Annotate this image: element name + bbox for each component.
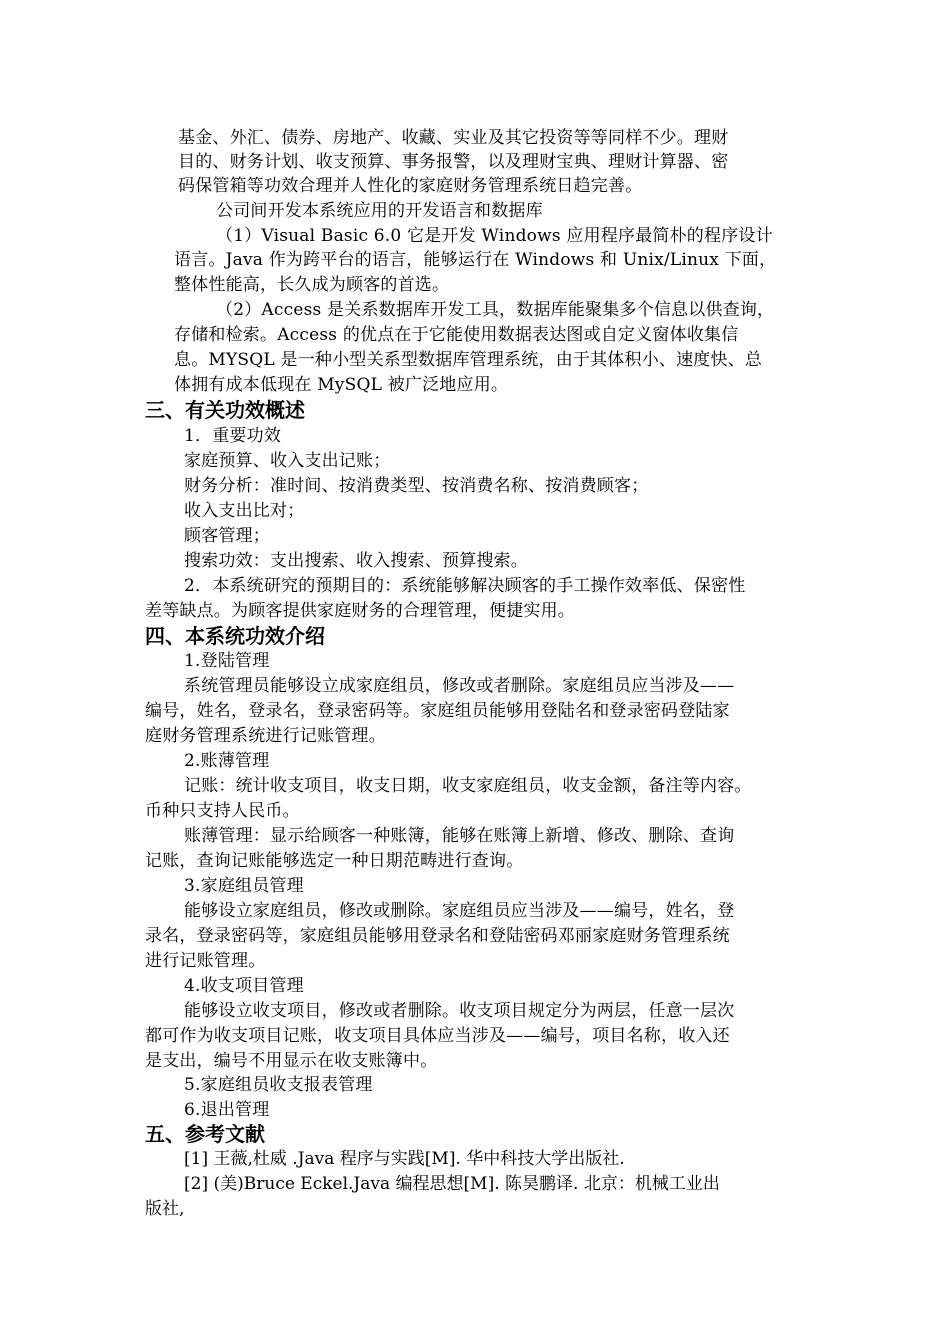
section4-sub1-line3: 庭财务管理系统进行记账管理。 <box>145 726 386 746</box>
intro-p1-line1: 基金、外汇、债券、房地产、收藏、实业及其它投资等等同样不少。理财 <box>178 128 729 148</box>
section4-sub4-line1: 能够设立收支项目，修改或者删除。收支项目规定分为两层，任意一层次 <box>184 1001 735 1021</box>
intro-p2: 公司间开发本系统应用的开发语言和数据库 <box>216 201 543 221</box>
section3-item1: 1．重要功效 <box>184 426 282 446</box>
reference-1: [1] 王薇,杜威 .Java 程序与实践[M]. 华中科技大学出版社. <box>184 1149 625 1169</box>
section4-sub2a-line2: 币种只支持人民币。 <box>145 801 300 821</box>
section4-sub6-title: 6.退出管理 <box>184 1100 270 1120</box>
section4-sub5-title: 5.家庭组员收支报表管理 <box>184 1075 373 1095</box>
section4-sub2b-line1: 账薄管理：显示给顾客一种账簿，能够在账簿上新增、修改、删除、查询 <box>184 826 735 846</box>
section3-item2-line2: 差等缺点。为顾客提供家庭财务的合理管理，便捷实用。 <box>145 601 575 621</box>
section4-sub1-line2: 编号，姓名，登录名，登录密码等。家庭组员能够用登陆名和登录密码登陆家 <box>145 701 730 721</box>
section3-feature5: 搜索功效：支出搜索、收入搜索、预算搜索。 <box>184 551 528 571</box>
intro-p4-line4: 体拥有成本低现在 MySQL 被广泛地应用。 <box>174 375 509 395</box>
intro-p4-line3: 息。MYSQL 是一种小型关系型数据库管理系统，由于其体积小、速度快、总 <box>174 350 763 370</box>
section4-sub4-line3: 是支出，编号不用显示在收支账簿中。 <box>145 1051 438 1071</box>
section4-sub3-line1: 能够设立家庭组员，修改或删除。家庭组员应当涉及——编号，姓名，登 <box>184 901 735 921</box>
section4-sub2b-line2: 记账，查询记账能够选定一种日期范畴进行查询。 <box>145 851 524 871</box>
section4-sub3-title: 3.家庭组员管理 <box>184 876 304 896</box>
section4-sub2a-line1: 记账：统计收支项目，收支日期，收支家庭组员，收支金额，备注等内容。 <box>184 776 752 796</box>
intro-p3-line2: 语言。Java 作为跨平台的语言，能够运行在 Windows 和 Unix/Linux 下面， <box>174 250 777 270</box>
section4-sub3-line2: 录名，登录密码等，家庭组员能够用登录名和登陆密码邓丽家庭财务管理系统 <box>145 926 730 946</box>
section4-sub2-title: 2.账薄管理 <box>184 751 270 771</box>
intro-p3-line3: 整体性能高，长久成为顾客的首选。 <box>174 275 450 295</box>
section3-feature1: 家庭预算、收入支出记账； <box>184 451 391 471</box>
section3-feature4: 顾客管理； <box>184 526 270 546</box>
section3-heading: 三、有关功效概述 <box>145 398 305 422</box>
section4-sub3-line3: 进行记账管理。 <box>145 951 266 971</box>
section5-heading: 五、参考文献 <box>145 1122 265 1146</box>
section4-sub4-title: 4.收支项目管理 <box>184 976 304 996</box>
intro-p3-line1: （1）Visual Basic 6.0 它是开发 Windows 应用程序最简朴的程序设计 <box>216 226 773 246</box>
section4-sub4-line2: 都可作为收支项目记账，收支项目具体应当涉及——编号，项目名称，收入还 <box>145 1026 730 1046</box>
intro-p1-line2: 目的、财务计划、收支预算、事务报警，以及理财宝典、理财计算器、密 <box>178 152 729 172</box>
section3-item2-line1: 2．本系统研究的预期目的：系统能够解决顾客的手工操作效率低、保密性 <box>184 576 746 596</box>
intro-p4-line2: 存储和检索。Access 的优点在于它能使用数据表达图或自定义窗体收集信 <box>174 325 739 345</box>
intro-p4-line1: （2）Access 是关系数据库开发工具，数据库能聚集多个信息以供查询， <box>216 300 775 320</box>
section3-feature2: 财务分析：准时间、按消费类型、按消费名称、按消费顾客； <box>184 476 649 496</box>
section4-sub1-line1: 系统管理员能够设立成家庭组员，修改或者删除。家庭组员应当涉及—— <box>184 676 735 696</box>
reference-2-line2: 版社, <box>145 1199 185 1219</box>
reference-2-line1: [2] (美)Bruce Eckel.Java 编程思想[M]. 陈昊鹏译. 北京：机械工业出 <box>184 1174 720 1194</box>
section3-feature3: 收入支出比对； <box>184 501 305 521</box>
intro-p1-line3: 码保管箱等功效合理并人性化的家庭财务管理系统日趋完善。 <box>178 176 643 196</box>
section4-heading: 四、本系统功效介绍 <box>145 624 325 648</box>
section4-sub1-title: 1.登陆管理 <box>184 651 270 671</box>
